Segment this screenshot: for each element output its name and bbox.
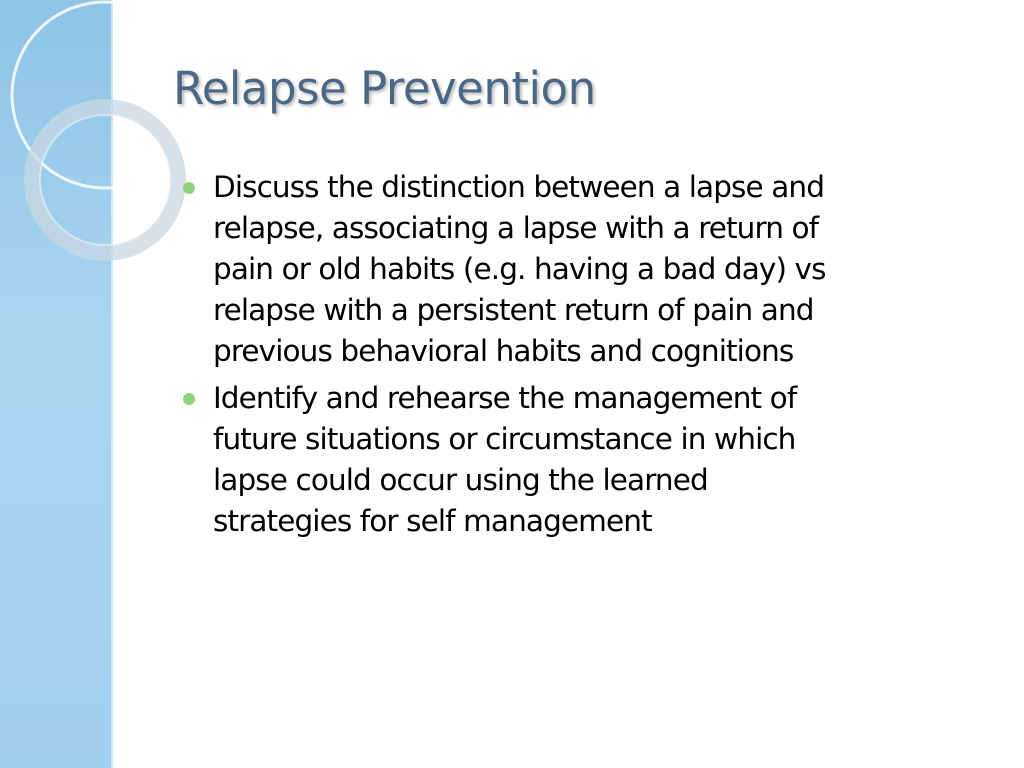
bullet-line: previous behavioral habits and cognitions (213, 334, 794, 368)
bullet-line: future situations or circumstance in which (213, 422, 796, 456)
bullet-line: strategies for self management (213, 504, 652, 538)
bullet-line: relapse, associating a lapse with a return of (213, 211, 819, 245)
bullet-line: pain or old habits (e.g. having a bad day) vs (213, 252, 826, 286)
bullet-dot-icon (183, 393, 195, 405)
bullet-dot-icon (183, 182, 195, 194)
bullet-item (183, 378, 983, 542)
side-band (0, 0, 113, 768)
bullet-line: Discuss the distinction between a lapse and (213, 170, 825, 204)
bullet-line: relapse with a persistent return of pain and (213, 293, 814, 327)
slide-title: Relapse Prevention (173, 62, 596, 115)
bullet-line: lapse could occur using the learned (213, 463, 708, 497)
bullet-line: Identify and rehearse the management of (213, 381, 797, 415)
bullet-item (183, 167, 983, 372)
bullet-list (183, 167, 983, 548)
